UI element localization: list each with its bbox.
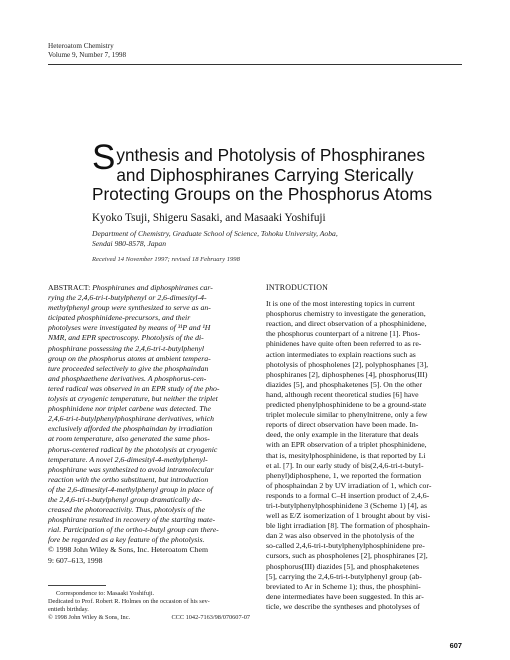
footnote-rule [48,585,106,586]
intro-line: phosphorus(III) diazides [5], and phosphaketenes [266,561,420,571]
abstract-line: tolysis at cryogenic temperature, but neither the triplet [48,394,218,404]
abstract-line: the 2,4,6-tri-t-butylphenyl group dramatically de- [48,494,202,504]
ccc-code: CCC 1042-7163/98/070607-07 [171,614,250,621]
intro-line: dene intermediates have been suggested. In this ar- [266,591,424,601]
abstract-citation: 9: 607–613, 1998 [48,555,103,565]
intro-line: phosphorus chemistry to investigate the generation, [266,309,426,319]
intro-line: diazides [5], and phosphaketenes [5]. On the other [266,379,423,389]
dedication-note-cont: entieth birthday. [48,606,89,613]
journal-volume: Volume 9, Number 7, 1998 [48,51,127,59]
intro-line: ticle, we describe the syntheses and photolyses of [266,601,420,611]
abstract-line: ture proceeded selectively to give the phosphaindan [48,363,209,373]
abstract-line: phosphirane was synthesized to avoid intramolecular [48,464,214,474]
publisher-copyright: © 1998 John Wiley & Sons, Inc. [48,614,131,621]
intro-line: It is one of the most interesting topics in current [266,299,415,309]
intro-line: of phosphaindan 2 by UV irradiation of 1, which cor- [266,480,432,490]
abstract-line: and phosphaethene derivatives. A phosphorus-cen- [48,373,207,383]
footnotes [48,590,250,622]
intro-line: ble light irradiation [8]. The formation of phosphain- [266,521,430,531]
abstract [48,283,250,566]
abstract-line: NMR, and EPR spectroscopy. Photolysis of the di- [48,333,204,343]
author-list: Kyoko Tsuji, Shigeru Sasaki, and Masaaki Yoshifuji [92,212,326,224]
journal-name: Heteroatom Chemistry [48,42,114,50]
intro-line: the phosphorus counterpart of a nitrene [1]. Phos- [266,329,421,339]
intro-line: with an EPR observation of a triplet phosphinidene, [266,440,427,450]
title-line-3: Protecting Groups on the Phosphorus Atoms [92,184,433,204]
introduction-heading: INTRODUCTION [266,283,329,292]
intro-line: et al. [7]. In our early study of bis(2,4,6-tri-t-butyl- [266,460,424,470]
header-rule [48,64,462,65]
title-line-2: and Diphosphiranes Carrying Sterically [116,164,414,185]
abstract-copyright: © 1998 John Wiley & Sons, Inc. Heteroatom Chem [48,545,208,555]
abstract-line: temperature. A novel 2,6-dimesityl-4-methylphenyl- [48,454,208,464]
introduction-section [266,283,462,612]
abstract-line: 2,4,6-tri-t-butylphenylphosphirane derivatives, which [48,414,214,424]
intro-line: so-called 2,4,6-tri-t-butylphenylphosphinidene pre- [266,541,425,551]
correspondence-note: Correspondence to: Masaaki Yoshifuji. [56,590,155,597]
intro-line: action intermediates to explain reactions such as [266,349,416,359]
intro-line: responds to a formal C–H insertion product of 2,4,6- [266,490,430,500]
abstract-line: phosphinidene nor triplet carbene was detected. The [48,404,211,414]
affiliation-line-2: Sendai 980-8578, Japan [92,239,167,248]
article-title [92,138,462,205]
affiliation-line-1: Department of Chemistry, Graduate School of Science, Tohoku University, Aoba, [92,229,338,238]
affiliation [92,229,452,249]
title-dropcap: S [92,138,116,177]
intro-line: phenyl)diphosphene, 1, we reported the formation [266,470,422,480]
intro-line: triplet molecule similar to phenylnitrene, only a few [266,410,428,420]
intro-line: phosphiranes [2], diphosphenes [4], phosphorus(III) [266,369,428,379]
intro-line: tri-t-butylphenylphosphinidene 3 (Scheme 1) [4], as [266,500,427,510]
title-line-1: ynthesis and Photolysis of Phosphiranes [116,145,425,165]
intro-line: cursors, such as phospholenes [2], phosphiranes [2], [266,551,428,561]
intro-line: hand, although recent theoretical studies [6] have [266,389,419,399]
abstract-line [48,283,250,293]
page-number: 607 [449,641,462,650]
journal-header [48,42,126,60]
abstract-text: Phosphiranes and diphosphiranes car- [90,283,213,292]
intro-line: breviated to Ar in Scheme 1); thus, the phosphini- [266,581,421,591]
abstract-line: ticipated phosphinidene-precursors, and their [48,313,191,323]
intro-line: [5], carrying the 2,4,6-tri-t-butylphenyl group (ab- [266,571,422,581]
intro-line: photolysis of phospholenes [2], polyphosphanes [3], [266,359,429,369]
dedication-note: Dedicated to Prof. Robert R. Holmes on the occasion of his sev- [48,598,210,605]
footnote-copyright [48,614,250,622]
abstract-line: rial. Participation of the ortho-t-butyl group can there- [48,525,219,535]
abstract-line: phosphirane possessing the 2,4,6-tri-t-butylphenyl [48,343,205,353]
abstract-line: group on the phosphorus atoms at ambient tempera- [48,353,211,363]
intro-line: reports of direct observation have been made. In- [266,420,419,430]
abstract-line: creased the photoreactivity. Thus, photolysis of the [48,505,205,515]
abstract-line: at room temperature, also generated the same phos- [48,434,210,444]
abstract-line: fore be regarded as a key feature of the photolysis. [48,535,205,545]
intro-line: that is, mesitylphosphinidene, is that reported by Li [266,450,426,460]
intro-line: predicted phenylphosphinidene to be a ground-state [266,400,427,410]
abstract-line: methylphenyl group were synthesized to serve as an- [48,303,211,313]
abstract-line: reaction with the ortho substituent, but introduction [48,474,209,484]
intro-line: reaction, and direct observation of a phosphinidene, [266,319,427,329]
abstract-line: photolyses were investigated by means of ³¹P and ¹H [48,323,211,333]
abstract-line: rying the 2,4,6-tri-t-butylphenyl or 2,6-dimesityl-4- [48,293,207,303]
intro-line: well as E/Z isomerization of 1 brought about by visi- [266,511,431,521]
intro-line: deed, the only example in the literature that deals [266,430,419,440]
received-dates: Received 14 November 1997; revised 18 February 1998 [92,256,240,263]
intro-line: dan 2 was also observed in the photolysis of the [266,531,415,541]
abstract-line: phorus-centered radical by the photolysis at cryogenic [48,444,218,454]
abstract-line: phosphirane resulted in recovery of the starting mate- [48,515,216,525]
abstract-label: ABSTRACT: [48,283,91,292]
abstract-line: exclusively afforded the phosphaindan by irradiation [48,424,213,434]
abstract-line: tered radical was observed in an EPR study of the pho- [48,383,220,393]
abstract-line: of the 2,6-dimesityl-4-methylphenyl group in place of [48,484,213,494]
intro-line: phinidenes have quite often been referred to as re- [266,339,422,349]
